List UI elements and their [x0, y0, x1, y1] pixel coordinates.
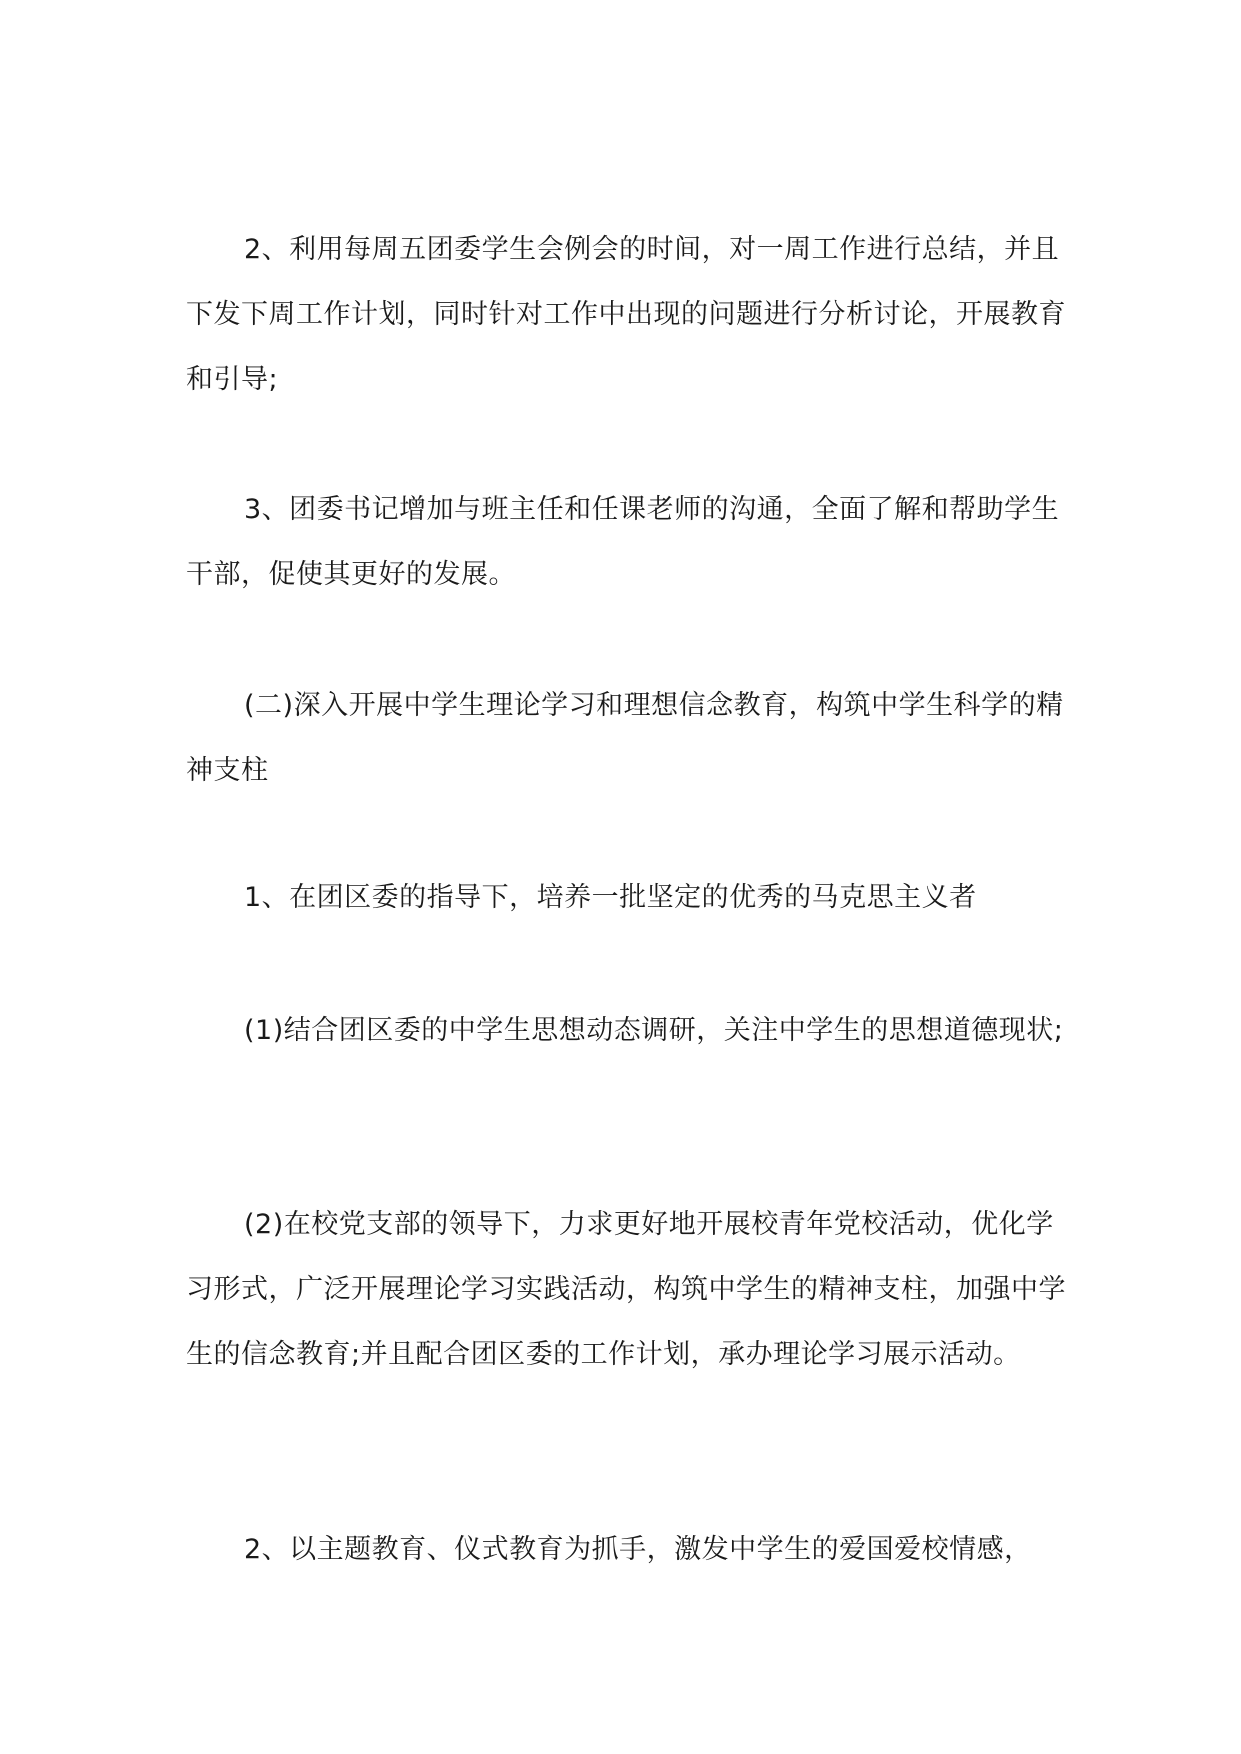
paragraph-communication: 3、团委书记增加与班主任和任课老师的沟通，全面了解和帮助学生干部，促使其更好的发展。	[186, 494, 1060, 590]
paragraph-patriotic-education: 2、以主题教育、仪式教育为抓手，激发中学生的爱国爱校情感，	[244, 1534, 1032, 1565]
section-heading-theory-study: (二)深入开展中学生理论学习和理想信念教育，构筑中学生科学的精神支柱	[186, 690, 1064, 786]
paragraph-party-school: (2)在校党支部的领导下，力求更好地开展校青年党校活动，优化学习形式，广泛开展理论学习实践活动，构筑中学生的精神支柱，加强中学生的信念教育;并且配合团区委的工作计划，承办理论学习展示活动。	[186, 1209, 1066, 1370]
paragraph-marxists-training: 1、在团区委的指导下，培养一批坚定的优秀的马克思主义者	[244, 882, 977, 913]
paragraph-ideology-survey: (1)结合团区委的中学生思想动态调研，关注中学生的思想道德现状;	[244, 1015, 1064, 1046]
paragraph-weekly-meeting: 2、利用每周五团委学生会例会的时间，对一周工作进行总结，并且下发下周工作计划，同时针对工作中出现的问题进行分析讨论，开展教育和引导;	[186, 234, 1066, 395]
